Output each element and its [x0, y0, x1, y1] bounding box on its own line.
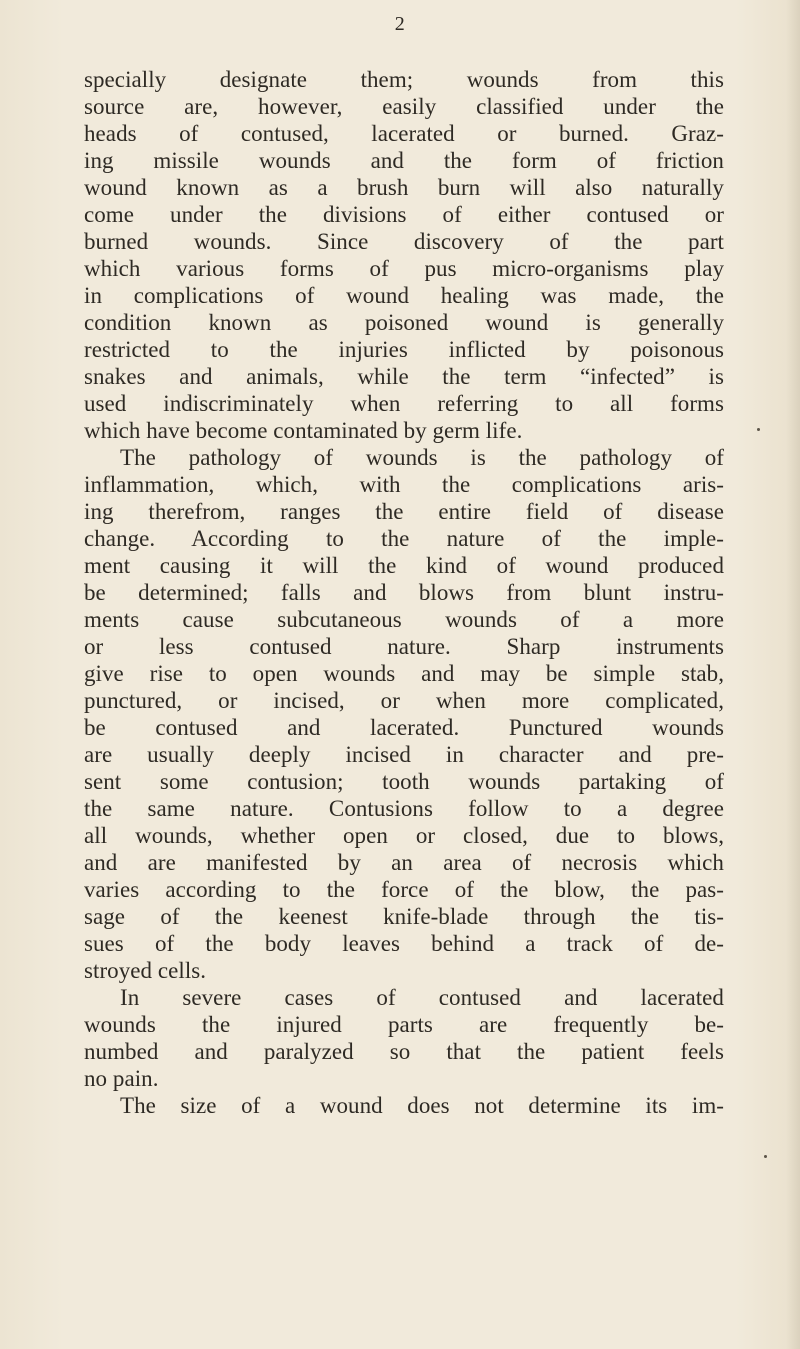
text-line: give rise to open wounds and may be simple stab, [84, 661, 724, 686]
text-line: no pain. [84, 1066, 159, 1091]
text-line: punctured, or incised, or when more complicated, [84, 688, 724, 713]
text-line: the same nature. Contusions follow to a degree [84, 796, 724, 821]
paragraph-start-line: The size of a wound does not determine its im- [120, 1093, 724, 1118]
text-line: and are manifested by an area of necrosis which [84, 850, 724, 875]
paragraph-start-line: In severe cases of contused and lacerated [120, 985, 724, 1010]
text-line: wounds the injured parts are frequently be- [84, 1012, 724, 1037]
text-line: come under the divisions of either contused or [84, 202, 724, 227]
text-line: be contused and lacerated. Punctured wounds [84, 715, 724, 740]
text-line: are usually deeply incised in character and pre- [84, 742, 724, 767]
text-line: heads of contused, lacerated or burned. Graz- [84, 121, 724, 146]
text-line: restricted to the injuries inflicted by poisonous [84, 337, 724, 362]
text-line: ments cause subcutaneous wounds of a more [84, 607, 724, 632]
text-line: all wounds, whether open or closed, due to blows, [84, 823, 724, 848]
text-line: ment causing it will the kind of wound produced [84, 553, 724, 578]
text-line: ing missile wounds and the form of friction [84, 148, 724, 173]
text-line: inflammation, which, with the complications aris- [84, 472, 724, 497]
text-line: snakes and animals, while the term “infected” is [84, 364, 724, 389]
text-line: stroyed cells. [84, 958, 207, 983]
paper-speck [757, 428, 760, 431]
text-line: which have become contaminated by germ life. [84, 418, 523, 443]
page-edge-shadow [786, 0, 800, 1349]
page-number: 2 [394, 13, 406, 35]
text-line: numbed and paralyzed so that the patient feels [84, 1039, 724, 1064]
text-line: source are, however, easily classified under the [84, 94, 724, 119]
body-text [84, 66, 724, 1119]
text-line: specially designate them; wounds from this [84, 67, 724, 92]
text-line: which various forms of pus micro-organisms play [84, 256, 724, 281]
text-line: wound known as a brush burn will also naturally [84, 175, 724, 200]
text-line: sues of the body leaves behind a track of de- [84, 931, 724, 956]
text-line: used indiscriminately when referring to all forms [84, 391, 724, 416]
text-line: condition known as poisoned wound is generally [84, 310, 724, 335]
text-line: sage of the keenest knife-blade through the tis- [84, 904, 724, 929]
text-line: ing therefrom, ranges the entire field of disease [84, 499, 724, 524]
text-line: sent some contusion; tooth wounds partaking of [84, 769, 724, 794]
text-line: be determined; falls and blows from blunt instru- [84, 580, 724, 605]
text-line: varies according to the force of the blow, the pas- [84, 877, 724, 902]
paper-speck [764, 1155, 767, 1158]
text-line: in complications of wound healing was made, the [84, 283, 724, 308]
text-line: burned wounds. Since discovery of the part [84, 229, 724, 254]
text-line: change. According to the nature of the imple- [84, 526, 724, 551]
paragraph-start-line: The pathology of wounds is the pathology of [120, 445, 724, 470]
text-line: or less contused nature. Sharp instruments [84, 634, 724, 659]
